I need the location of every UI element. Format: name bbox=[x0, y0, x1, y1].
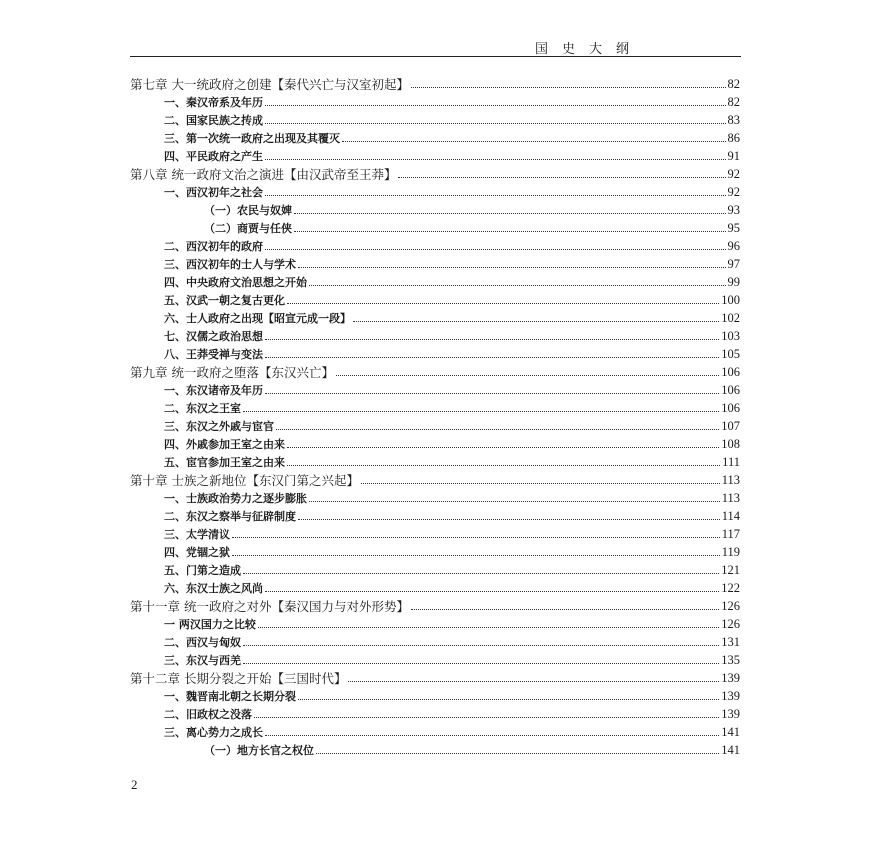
toc-entry-title: 一 两汉国力之比较 bbox=[164, 618, 256, 631]
toc-chapter-entry[interactable] bbox=[130, 163, 740, 181]
toc-section-entry[interactable] bbox=[130, 307, 740, 325]
toc-entry-page: 92 bbox=[727, 185, 740, 199]
toc-entry-title: 四、平民政府之产生 bbox=[164, 150, 263, 163]
toc-entry-title: 一、魏晋南北朝之长期分裂 bbox=[164, 690, 296, 703]
toc-entry-title: 一、秦汉帝系及年历 bbox=[164, 96, 263, 109]
toc-entry-page: 106 bbox=[721, 401, 740, 415]
toc-section-entry[interactable] bbox=[130, 613, 740, 631]
toc-entry-title: （二）商贾与任侠 bbox=[204, 222, 292, 235]
toc-entry-page: 121 bbox=[721, 563, 740, 577]
toc-dot-leader bbox=[265, 194, 726, 196]
toc-section-entry[interactable] bbox=[130, 199, 740, 217]
toc-entry-title: 一、东汉诸帝及年历 bbox=[164, 384, 263, 397]
toc-chapter-entry[interactable] bbox=[130, 361, 740, 379]
toc-dot-leader bbox=[348, 680, 719, 682]
toc-section-entry[interactable] bbox=[130, 559, 740, 577]
toc-dot-leader bbox=[316, 752, 719, 754]
toc-section-entry[interactable] bbox=[130, 487, 740, 505]
toc-dot-leader bbox=[294, 212, 726, 214]
toc-entry-title: 三、第一次统一政府之出现及其覆灭 bbox=[164, 132, 340, 145]
toc-dot-leader bbox=[353, 320, 719, 322]
toc-entry-title: 六、东汉士族之风尚 bbox=[164, 582, 263, 595]
toc-entry-title: 第九章 统一政府之堕落【东汉兴亡】 bbox=[130, 365, 334, 380]
toc-dot-leader bbox=[298, 698, 719, 700]
toc-entry-page: 113 bbox=[721, 491, 740, 505]
toc-entry-title: 二、国家民族之抟成 bbox=[164, 114, 263, 127]
toc-section-entry[interactable] bbox=[130, 397, 740, 415]
toc-entry-title: （一）农民与奴婢 bbox=[204, 204, 292, 217]
toc-entry-page: 82 bbox=[727, 77, 740, 91]
toc-entry-title: 二、旧政权之没落 bbox=[164, 708, 252, 721]
toc-entry-page: 91 bbox=[727, 149, 740, 163]
toc-entry-page: 108 bbox=[721, 437, 740, 451]
toc-section-entry[interactable] bbox=[130, 379, 740, 397]
toc-entry-title: 第七章 大一统政府之创建【秦代兴亡与汉室初起】 bbox=[130, 77, 409, 92]
toc-section-entry[interactable] bbox=[130, 127, 740, 145]
toc-entry-page: 117 bbox=[721, 527, 740, 541]
toc-dot-leader bbox=[243, 662, 719, 664]
toc-entry-title: 一、士族政治势力之逐步膨胀 bbox=[164, 492, 307, 505]
toc-dot-leader bbox=[398, 176, 725, 178]
toc-entry-page: 126 bbox=[721, 599, 740, 613]
toc-dot-leader bbox=[411, 608, 719, 610]
toc-dot-leader bbox=[265, 392, 719, 394]
toc-entry-page: 82 bbox=[727, 95, 740, 109]
toc-entry-title: 二、西汉与匈奴 bbox=[164, 636, 241, 649]
toc-dot-leader bbox=[294, 230, 726, 232]
toc-section-entry[interactable] bbox=[130, 685, 740, 703]
toc-entry-page: 83 bbox=[727, 113, 740, 127]
toc-entry-title: 三、东汉之外戚与宦官 bbox=[164, 420, 274, 433]
toc-dot-leader bbox=[287, 446, 719, 448]
toc-section-entry[interactable] bbox=[130, 721, 740, 739]
toc-entry-title: 五、宦官参加王室之由来 bbox=[164, 456, 285, 469]
toc-entry-page: 105 bbox=[721, 347, 740, 361]
toc-dot-leader bbox=[265, 338, 719, 340]
toc-dot-leader bbox=[254, 716, 719, 718]
toc-dot-leader bbox=[243, 410, 719, 412]
toc-section-entry[interactable] bbox=[130, 235, 740, 253]
toc-entry-page: 106 bbox=[721, 365, 740, 379]
toc-section-entry[interactable] bbox=[130, 217, 740, 235]
toc-section-entry[interactable] bbox=[130, 325, 740, 343]
toc-section-entry[interactable] bbox=[130, 145, 740, 163]
toc-entry-title: 四、党锢之狱 bbox=[164, 546, 230, 559]
toc-entry-page: 100 bbox=[721, 293, 740, 307]
toc-entry-page: 141 bbox=[721, 743, 740, 757]
table-of-contents bbox=[130, 73, 740, 757]
toc-section-entry[interactable] bbox=[130, 91, 740, 109]
toc-section-entry[interactable] bbox=[130, 451, 740, 469]
toc-entry-page: 106 bbox=[721, 383, 740, 397]
running-header-title: 国史大纲 bbox=[535, 42, 644, 57]
toc-entry-title: 五、门第之造成 bbox=[164, 564, 241, 577]
toc-entry-title: （一）地方长官之权位 bbox=[204, 744, 314, 757]
toc-entry-title: 四、中央政府文治思想之开始 bbox=[164, 276, 307, 289]
toc-dot-leader bbox=[265, 590, 719, 592]
toc-section-entry[interactable] bbox=[130, 505, 740, 523]
toc-dot-leader bbox=[243, 572, 719, 574]
toc-entry-page: 141 bbox=[721, 725, 740, 739]
toc-section-entry[interactable] bbox=[130, 739, 740, 757]
toc-dot-leader bbox=[342, 140, 726, 142]
toc-section-entry[interactable] bbox=[130, 631, 740, 649]
toc-dot-leader bbox=[265, 104, 726, 106]
toc-section-entry[interactable] bbox=[130, 109, 740, 127]
toc-entry-page: 135 bbox=[721, 653, 740, 667]
toc-entry-page: 114 bbox=[721, 509, 740, 523]
toc-entry-title: 二、东汉之王室 bbox=[164, 402, 241, 415]
toc-section-entry[interactable] bbox=[130, 703, 740, 721]
toc-section-entry[interactable] bbox=[130, 289, 740, 307]
toc-entry-page: 131 bbox=[721, 635, 740, 649]
toc-entry-title: 第十一章 统一政府之对外【秦汉国力与对外形势】 bbox=[130, 599, 409, 614]
toc-entry-title: 五、汉武一朝之复古更化 bbox=[164, 294, 285, 307]
toc-entry-title: 三、太学清议 bbox=[164, 528, 230, 541]
toc-dot-leader bbox=[361, 482, 720, 484]
toc-entry-title: 八、王莽受禅与变法 bbox=[164, 348, 263, 361]
toc-entry-page: 93 bbox=[727, 203, 740, 217]
toc-entry-title: 三、西汉初年的士人与学术 bbox=[164, 258, 296, 271]
toc-dot-leader bbox=[243, 644, 719, 646]
toc-dot-leader bbox=[265, 248, 726, 250]
toc-dot-leader bbox=[309, 500, 720, 502]
toc-entry-page: 113 bbox=[721, 473, 740, 487]
toc-section-entry[interactable] bbox=[130, 253, 740, 271]
toc-entry-title: 三、离心势力之成长 bbox=[164, 726, 263, 739]
toc-entry-page: 102 bbox=[721, 311, 740, 325]
toc-entry-title: 二、东汉之察举与征辟制度 bbox=[164, 510, 296, 523]
toc-chapter-entry[interactable] bbox=[130, 595, 740, 613]
toc-section-entry[interactable] bbox=[130, 343, 740, 361]
toc-dot-leader bbox=[276, 428, 719, 430]
toc-entry-page: 107 bbox=[721, 419, 740, 433]
toc-chapter-entry[interactable] bbox=[130, 73, 740, 91]
toc-entry-title: 一、西汉初年之社会 bbox=[164, 186, 263, 199]
toc-entry-page: 103 bbox=[721, 329, 740, 343]
toc-section-entry[interactable] bbox=[130, 541, 740, 559]
toc-entry-page: 119 bbox=[721, 545, 740, 559]
toc-entry-page: 111 bbox=[722, 455, 740, 469]
toc-dot-leader bbox=[258, 626, 719, 628]
toc-entry-page: 139 bbox=[721, 689, 740, 703]
toc-entry-page: 95 bbox=[727, 221, 740, 235]
toc-entry-page: 86 bbox=[727, 131, 740, 145]
toc-entry-page: 126 bbox=[721, 617, 740, 631]
toc-dot-leader bbox=[265, 158, 726, 160]
toc-section-entry[interactable] bbox=[130, 577, 740, 595]
page-number: 2 bbox=[131, 777, 138, 792]
toc-entry-title: 第十章 士族之新地位【东汉门第之兴起】 bbox=[130, 473, 359, 488]
toc-dot-leader bbox=[232, 554, 720, 556]
toc-dot-leader bbox=[265, 356, 719, 358]
toc-dot-leader bbox=[232, 536, 720, 538]
toc-section-entry[interactable] bbox=[130, 649, 740, 667]
toc-dot-leader bbox=[336, 374, 719, 376]
toc-entry-page: 139 bbox=[721, 671, 740, 685]
toc-entry-page: 92 bbox=[727, 167, 740, 181]
toc-dot-leader bbox=[265, 122, 726, 124]
toc-section-entry[interactable] bbox=[130, 415, 740, 433]
toc-dot-leader bbox=[309, 284, 726, 286]
toc-dot-leader bbox=[411, 86, 726, 88]
toc-entry-title: 第十二章 长期分裂之开始【三国时代】 bbox=[130, 671, 347, 686]
toc-entry-page: 122 bbox=[721, 581, 740, 595]
toc-dot-leader bbox=[287, 464, 720, 466]
toc-entry-title: 二、西汉初年的政府 bbox=[164, 240, 263, 253]
toc-section-entry[interactable] bbox=[130, 271, 740, 289]
page-header bbox=[130, 38, 741, 57]
toc-entry-page: 139 bbox=[721, 707, 740, 721]
toc-entry-title: 第八章 统一政府文治之演进【由汉武帝至王莽】 bbox=[130, 167, 397, 182]
toc-entry-page: 96 bbox=[727, 239, 740, 253]
toc-section-entry[interactable] bbox=[130, 433, 740, 451]
toc-entry-title: 六、士人政府之出现【昭宣元成一段】 bbox=[164, 312, 351, 325]
toc-entry-title: 四、外戚参加王室之由来 bbox=[164, 438, 285, 451]
toc-section-entry[interactable] bbox=[130, 523, 740, 541]
toc-dot-leader bbox=[298, 266, 726, 268]
toc-entry-page: 97 bbox=[727, 257, 740, 271]
toc-dot-leader bbox=[265, 734, 719, 736]
toc-section-entry[interactable] bbox=[130, 181, 740, 199]
toc-dot-leader bbox=[287, 302, 719, 304]
toc-entry-title: 三、东汉与西羌 bbox=[164, 654, 241, 667]
toc-entry-page: 99 bbox=[727, 275, 740, 289]
toc-dot-leader bbox=[298, 518, 720, 520]
toc-entry-title: 七、汉儒之政治思想 bbox=[164, 330, 263, 343]
toc-chapter-entry[interactable] bbox=[130, 667, 740, 685]
toc-chapter-entry[interactable] bbox=[130, 469, 740, 487]
